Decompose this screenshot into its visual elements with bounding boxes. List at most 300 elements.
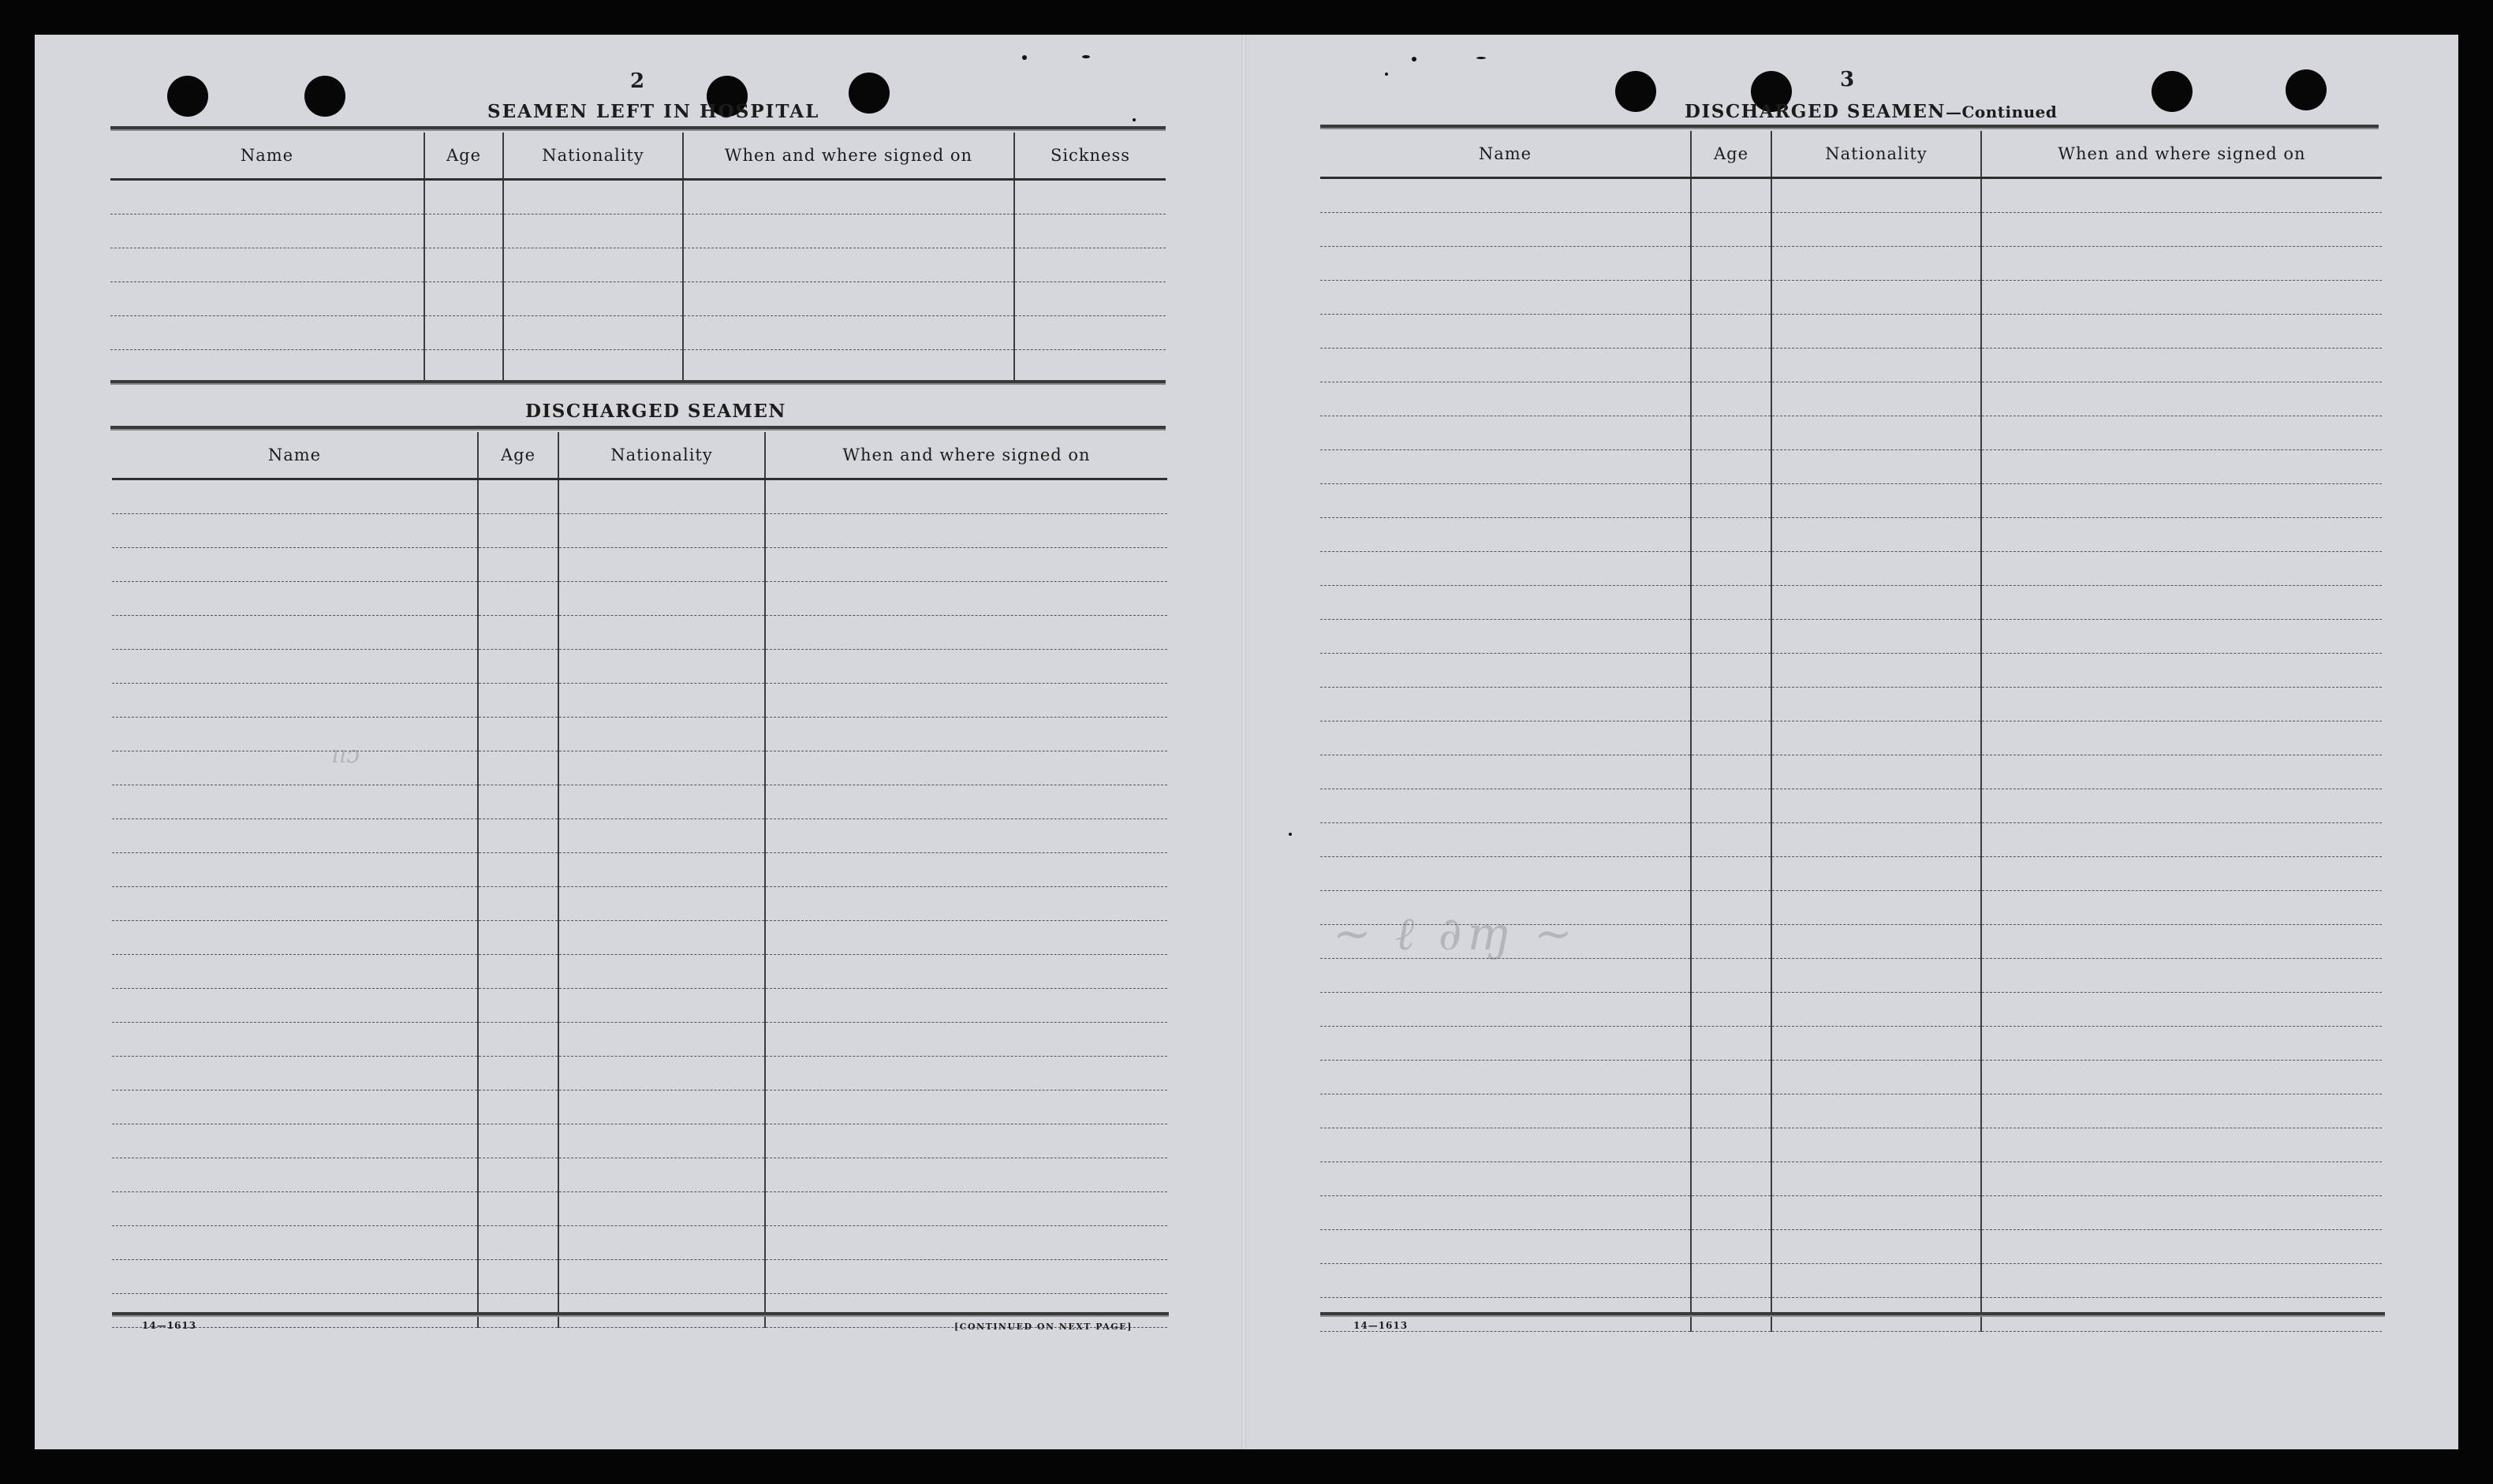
- blank-cell: [765, 479, 1167, 514]
- table-row: [112, 955, 1167, 989]
- table-row: [112, 1158, 1167, 1192]
- blank-cell: [1691, 1162, 1771, 1196]
- table-row: [112, 684, 1167, 718]
- blank-cell: [1320, 518, 1691, 552]
- page-number: 3: [1839, 68, 1855, 91]
- blank-cell: [1320, 993, 1691, 1027]
- blank-cell: [1691, 1027, 1771, 1061]
- blank-cell: [1771, 315, 1981, 349]
- blank-cell: [1691, 688, 1771, 721]
- blank-cell: [1320, 416, 1691, 450]
- blank-cell: [112, 921, 478, 955]
- blank-cell: [1320, 891, 1691, 925]
- blank-cell: [683, 316, 1014, 350]
- blank-cell: [1320, 586, 1691, 620]
- blank-cell: [1771, 484, 1981, 518]
- table-row: [112, 616, 1167, 650]
- blank-cell: [1320, 484, 1691, 518]
- blank-cell: [1981, 721, 2382, 755]
- blank-cell: [1320, 1162, 1691, 1196]
- blank-cell: [478, 1124, 558, 1158]
- blank-cell: [478, 718, 558, 751]
- table-row: [112, 1260, 1167, 1294]
- blank-cell: [1320, 552, 1691, 586]
- blank-cell: [112, 853, 478, 887]
- column-header-nationality: Nationality: [503, 132, 683, 180]
- blank-cell: [558, 955, 765, 989]
- blank-cell: [112, 955, 478, 989]
- blank-cell: [1771, 654, 1981, 688]
- blank-cell: [1981, 688, 2382, 721]
- blank-cell: [558, 479, 765, 514]
- blank-cell: [765, 887, 1167, 921]
- table-row: [1320, 213, 2382, 247]
- blank-cell: [1320, 1264, 1691, 1298]
- blank-cell: [1691, 1196, 1771, 1230]
- blank-cell: [478, 785, 558, 819]
- blank-cell: [478, 853, 558, 887]
- blank-cell: [1320, 721, 1691, 755]
- blank-cell: [1981, 416, 2382, 450]
- blank-cell: [558, 1057, 765, 1091]
- blank-cell: [1014, 214, 1166, 248]
- blank-cell: [1771, 891, 1981, 925]
- blank-cell: [478, 582, 558, 616]
- blank-cell: [558, 616, 765, 650]
- blank-cell: [765, 989, 1167, 1023]
- blank-cell: [1320, 1061, 1691, 1094]
- blank-cell: [112, 1260, 478, 1294]
- blank-cell: [765, 684, 1167, 718]
- blank-cell: [765, 955, 1167, 989]
- blank-cell: [424, 214, 503, 248]
- blank-cell: [110, 214, 424, 248]
- blank-cell: [1320, 925, 1691, 959]
- blank-cell: [1981, 959, 2382, 993]
- blank-cell: [1771, 1264, 1981, 1298]
- blank-cell: [558, 1023, 765, 1057]
- blank-cell: [765, 1057, 1167, 1091]
- blank-cell: [1771, 518, 1981, 552]
- table-row: [110, 214, 1166, 248]
- table-row: [1320, 1162, 2382, 1196]
- bleed-through-signature: ~ ℓ ∂ɱ ~: [1333, 907, 1577, 960]
- bleed-through-mark: ııɔ: [331, 741, 360, 769]
- blank-cell: [1771, 1128, 1981, 1162]
- ink-speck: [1133, 118, 1136, 121]
- table-row: [1320, 1196, 2382, 1230]
- blank-cell: [112, 479, 478, 514]
- table-row: [1320, 789, 2382, 823]
- blank-cell: [112, 751, 478, 785]
- blank-cell: [503, 316, 683, 350]
- blank-cell: [112, 989, 478, 1023]
- blank-cell: [424, 316, 503, 350]
- section-title-discharged-continued: [1685, 101, 2057, 122]
- blank-cell: [1981, 891, 2382, 925]
- table-row: [1320, 315, 2382, 349]
- blank-cell: [478, 514, 558, 548]
- blank-cell: [1691, 925, 1771, 959]
- blank-cell: [1320, 654, 1691, 688]
- blank-cell: [1691, 823, 1771, 857]
- blank-cell: [110, 350, 424, 384]
- section-rule: [110, 380, 1166, 385]
- table-row: [110, 282, 1166, 316]
- blank-cell: [1981, 1094, 2382, 1128]
- blank-cell: [1771, 382, 1981, 416]
- blank-cell: [1320, 178, 1691, 213]
- table-row: [1320, 1061, 2382, 1094]
- title-suffix: —Continued: [1945, 103, 2058, 121]
- blank-cell: [112, 616, 478, 650]
- blank-cell: [1771, 721, 1981, 755]
- blank-cell: [1981, 925, 2382, 959]
- blank-cell: [558, 989, 765, 1023]
- table-row: [1320, 755, 2382, 789]
- blank-cell: [558, 1124, 765, 1158]
- blank-cell: [1320, 620, 1691, 654]
- table-row: [1320, 857, 2382, 891]
- blank-cell: [424, 180, 503, 214]
- punch-hole: [1615, 71, 1656, 112]
- blank-cell: [478, 1023, 558, 1057]
- column-header-name: Name: [110, 132, 424, 180]
- table-row: [1320, 823, 2382, 857]
- blank-cell: [1691, 518, 1771, 552]
- table-row: [1320, 925, 2382, 959]
- table-row: [112, 514, 1167, 548]
- blank-cell: [1320, 1027, 1691, 1061]
- blank-cell: [1771, 450, 1981, 484]
- blank-cell: [478, 1091, 558, 1124]
- blank-cell: [1981, 857, 2382, 891]
- table-row: [1320, 586, 2382, 620]
- blank-cell: [765, 1124, 1167, 1158]
- form-number: 14—1613: [1353, 1320, 1409, 1331]
- blank-cell: [478, 1260, 558, 1294]
- blank-cell: [558, 887, 765, 921]
- blank-cell: [1771, 993, 1981, 1027]
- blank-cell: [765, 1158, 1167, 1192]
- blank-cell: [478, 548, 558, 582]
- section-title-hospital: SEAMEN LEFT IN HOSPITAL: [487, 101, 820, 122]
- punch-hole: [167, 76, 208, 117]
- blank-cell: [1014, 316, 1166, 350]
- blank-cell: [1771, 178, 1981, 213]
- table-row: [1320, 1264, 2382, 1298]
- blank-cell: [765, 785, 1167, 819]
- table-row: [1320, 959, 2382, 993]
- table-row: [112, 1091, 1167, 1124]
- punch-hole: [304, 76, 345, 117]
- blank-cell: [1771, 281, 1981, 315]
- column-header-name: Name: [112, 432, 478, 479]
- blank-cell: [112, 582, 478, 616]
- blank-cell: [503, 350, 683, 384]
- blank-cell: [1320, 857, 1691, 891]
- blank-cell: [1981, 213, 2382, 247]
- blank-cell: [478, 650, 558, 684]
- blank-cell: [558, 718, 765, 751]
- blank-cell: [110, 282, 424, 316]
- blank-cell: [765, 582, 1167, 616]
- blank-cell: [1691, 349, 1771, 382]
- blank-cell: [1691, 1230, 1771, 1264]
- blank-cell: [1691, 789, 1771, 823]
- discharged-table: [112, 432, 1167, 1328]
- blank-cell: [1320, 755, 1691, 789]
- punch-hole: [2286, 69, 2327, 110]
- blank-cell: [478, 616, 558, 650]
- blank-cell: [1014, 282, 1166, 316]
- blank-cell: [1320, 213, 1691, 247]
- table-row: [112, 650, 1167, 684]
- blank-cell: [478, 1192, 558, 1226]
- blank-cell: [1320, 315, 1691, 349]
- blank-cell: [1981, 1162, 2382, 1196]
- blank-cell: [558, 751, 765, 785]
- blank-cell: [1981, 178, 2382, 213]
- punch-hole: [2152, 71, 2193, 112]
- ink-speck: [1412, 57, 1416, 62]
- blank-cell: [1691, 416, 1771, 450]
- blank-cell: [558, 785, 765, 819]
- table-row: [110, 248, 1166, 282]
- table-row: [112, 548, 1167, 582]
- section-title-discharged: DISCHARGED SEAMEN: [525, 401, 786, 422]
- blank-cell: [1691, 315, 1771, 349]
- blank-cell: [478, 1158, 558, 1192]
- blank-cell: [112, 819, 478, 853]
- blank-cell: [1771, 620, 1981, 654]
- blank-cell: [1320, 1128, 1691, 1162]
- blank-cell: [1691, 993, 1771, 1027]
- blank-cell: [558, 1192, 765, 1226]
- blank-cell: [1691, 721, 1771, 755]
- blank-cell: [1691, 959, 1771, 993]
- blank-cell: [1981, 382, 2382, 416]
- blank-cell: [1981, 484, 2382, 518]
- blank-cell: [478, 751, 558, 785]
- blank-cell: [683, 282, 1014, 316]
- table-row: [112, 1057, 1167, 1091]
- blank-cell: [1771, 416, 1981, 450]
- column-header-nationality: Nationality: [558, 432, 765, 479]
- blank-cell: [1320, 789, 1691, 823]
- blank-cell: [112, 1124, 478, 1158]
- blank-cell: [1771, 789, 1981, 823]
- blank-cell: [1691, 213, 1771, 247]
- blank-cell: [1981, 789, 2382, 823]
- continued-note: [CONTINUED ON NEXT PAGE]: [954, 1322, 1133, 1332]
- blank-cell: [1320, 1094, 1691, 1128]
- blank-cell: [1771, 823, 1981, 857]
- blank-cell: [1691, 891, 1771, 925]
- blank-cell: [112, 684, 478, 718]
- blank-cell: [112, 1057, 478, 1091]
- blank-cell: [765, 1192, 1167, 1226]
- blank-cell: [1771, 959, 1981, 993]
- blank-cell: [1771, 1196, 1981, 1230]
- blank-cell: [558, 853, 765, 887]
- table-row: [1320, 1128, 2382, 1162]
- table-row: [110, 350, 1166, 384]
- blank-cell: [1691, 281, 1771, 315]
- blank-cell: [765, 853, 1167, 887]
- table-row: [112, 819, 1167, 853]
- table-row: [1320, 552, 2382, 586]
- table-row: [112, 921, 1167, 955]
- blank-cell: [1981, 993, 2382, 1027]
- blank-cell: [112, 1023, 478, 1057]
- table-row: [112, 751, 1167, 785]
- blank-cell: [1771, 586, 1981, 620]
- blank-cell: [1771, 688, 1981, 721]
- column-header-age: Age: [424, 132, 503, 180]
- blank-cell: [1691, 484, 1771, 518]
- column-header-nationality: Nationality: [1771, 131, 1981, 178]
- blank-cell: [558, 819, 765, 853]
- table-row: [112, 1192, 1167, 1226]
- blank-cell: [1981, 1128, 2382, 1162]
- table-row: [1320, 416, 2382, 450]
- blank-cell: [765, 548, 1167, 582]
- blank-cell: [1771, 1162, 1981, 1196]
- blank-cell: [1981, 620, 2382, 654]
- hospital-table: [110, 132, 1166, 384]
- blank-cell: [1014, 350, 1166, 384]
- blank-cell: [110, 316, 424, 350]
- blank-cell: [424, 350, 503, 384]
- blank-cell: [558, 548, 765, 582]
- blank-cell: [1771, 1094, 1981, 1128]
- table-row: [1320, 1230, 2382, 1264]
- blank-cell: [112, 650, 478, 684]
- blank-cell: [112, 1192, 478, 1226]
- blank-cell: [765, 751, 1167, 785]
- blank-cell: [765, 819, 1167, 853]
- table-row: [112, 582, 1167, 616]
- blank-cell: [503, 248, 683, 282]
- blank-cell: [478, 684, 558, 718]
- blank-cell: [1320, 382, 1691, 416]
- blank-cell: [558, 514, 765, 548]
- blank-cell: [765, 1226, 1167, 1260]
- blank-cell: [1981, 654, 2382, 688]
- blank-cell: [1691, 654, 1771, 688]
- blank-cell: [1771, 925, 1981, 959]
- blank-cell: [1771, 1027, 1981, 1061]
- discharged-table-continued: [1320, 131, 2382, 1332]
- blank-cell: [765, 514, 1167, 548]
- blank-cell: [1771, 755, 1981, 789]
- table-row: [112, 479, 1167, 514]
- table-row: [1320, 654, 2382, 688]
- ink-speck: [1082, 55, 1090, 58]
- blank-cell: [1014, 248, 1166, 282]
- blank-cell: [478, 1294, 558, 1328]
- blank-cell: [1771, 247, 1981, 281]
- blank-cell: [1771, 1061, 1981, 1094]
- blank-cell: [765, 1091, 1167, 1124]
- blank-cell: [683, 214, 1014, 248]
- blank-cell: [558, 582, 765, 616]
- blank-cell: [683, 248, 1014, 282]
- blank-cell: [1981, 349, 2382, 382]
- title-text: DISCHARGED SEAMEN: [1685, 101, 1946, 122]
- blank-cell: [110, 180, 424, 214]
- blank-cell: [112, 1158, 478, 1192]
- page-fold: [1241, 35, 1246, 1449]
- ink-speck: [1022, 55, 1027, 60]
- blank-cell: [110, 248, 424, 282]
- table-row: [112, 718, 1167, 751]
- blank-cell: [503, 180, 683, 214]
- ink-speck: [1385, 73, 1388, 76]
- blank-cell: [1981, 450, 2382, 484]
- blank-cell: [1981, 1230, 2382, 1264]
- blank-cell: [424, 248, 503, 282]
- blank-cell: [112, 785, 478, 819]
- blank-cell: [1981, 586, 2382, 620]
- blank-cell: [478, 989, 558, 1023]
- table-row: [112, 887, 1167, 921]
- blank-cell: [1691, 755, 1771, 789]
- blank-cell: [558, 650, 765, 684]
- column-header-signed-on: When and where signed on: [683, 132, 1014, 180]
- table-row: [112, 1226, 1167, 1260]
- header-rule: [110, 426, 1166, 431]
- blank-cell: [558, 1226, 765, 1260]
- blank-cell: [1771, 213, 1981, 247]
- table-row: [110, 180, 1166, 214]
- blank-cell: [1320, 281, 1691, 315]
- table-row: [1320, 688, 2382, 721]
- blank-cell: [1981, 1196, 2382, 1230]
- blank-cell: [1981, 247, 2382, 281]
- blank-cell: [683, 350, 1014, 384]
- blank-cell: [1320, 450, 1691, 484]
- blank-cell: [558, 1294, 765, 1328]
- blank-cell: [1981, 1027, 2382, 1061]
- blank-cell: [1691, 382, 1771, 416]
- table-row: [1320, 382, 2382, 416]
- blank-cell: [1691, 1264, 1771, 1298]
- header-rule: [1320, 125, 2379, 129]
- blank-cell: [1981, 1264, 2382, 1298]
- column-header-sickness: Sickness: [1014, 132, 1166, 180]
- blank-cell: [1320, 959, 1691, 993]
- table-row: [1320, 247, 2382, 281]
- blank-cell: [112, 548, 478, 582]
- blank-cell: [1320, 823, 1691, 857]
- table-row: [112, 853, 1167, 887]
- blank-cell: [1981, 552, 2382, 586]
- blank-cell: [1691, 552, 1771, 586]
- blank-cell: [558, 684, 765, 718]
- blank-cell: [1691, 620, 1771, 654]
- blank-cell: [1320, 247, 1691, 281]
- footer-rule: [1320, 1312, 2385, 1317]
- blank-cell: [1981, 755, 2382, 789]
- page-number: 2: [629, 69, 645, 93]
- blank-cell: [765, 650, 1167, 684]
- blank-cell: [558, 1260, 765, 1294]
- blank-cell: [112, 1226, 478, 1260]
- table-row: [1320, 891, 2382, 925]
- blank-cell: [1691, 450, 1771, 484]
